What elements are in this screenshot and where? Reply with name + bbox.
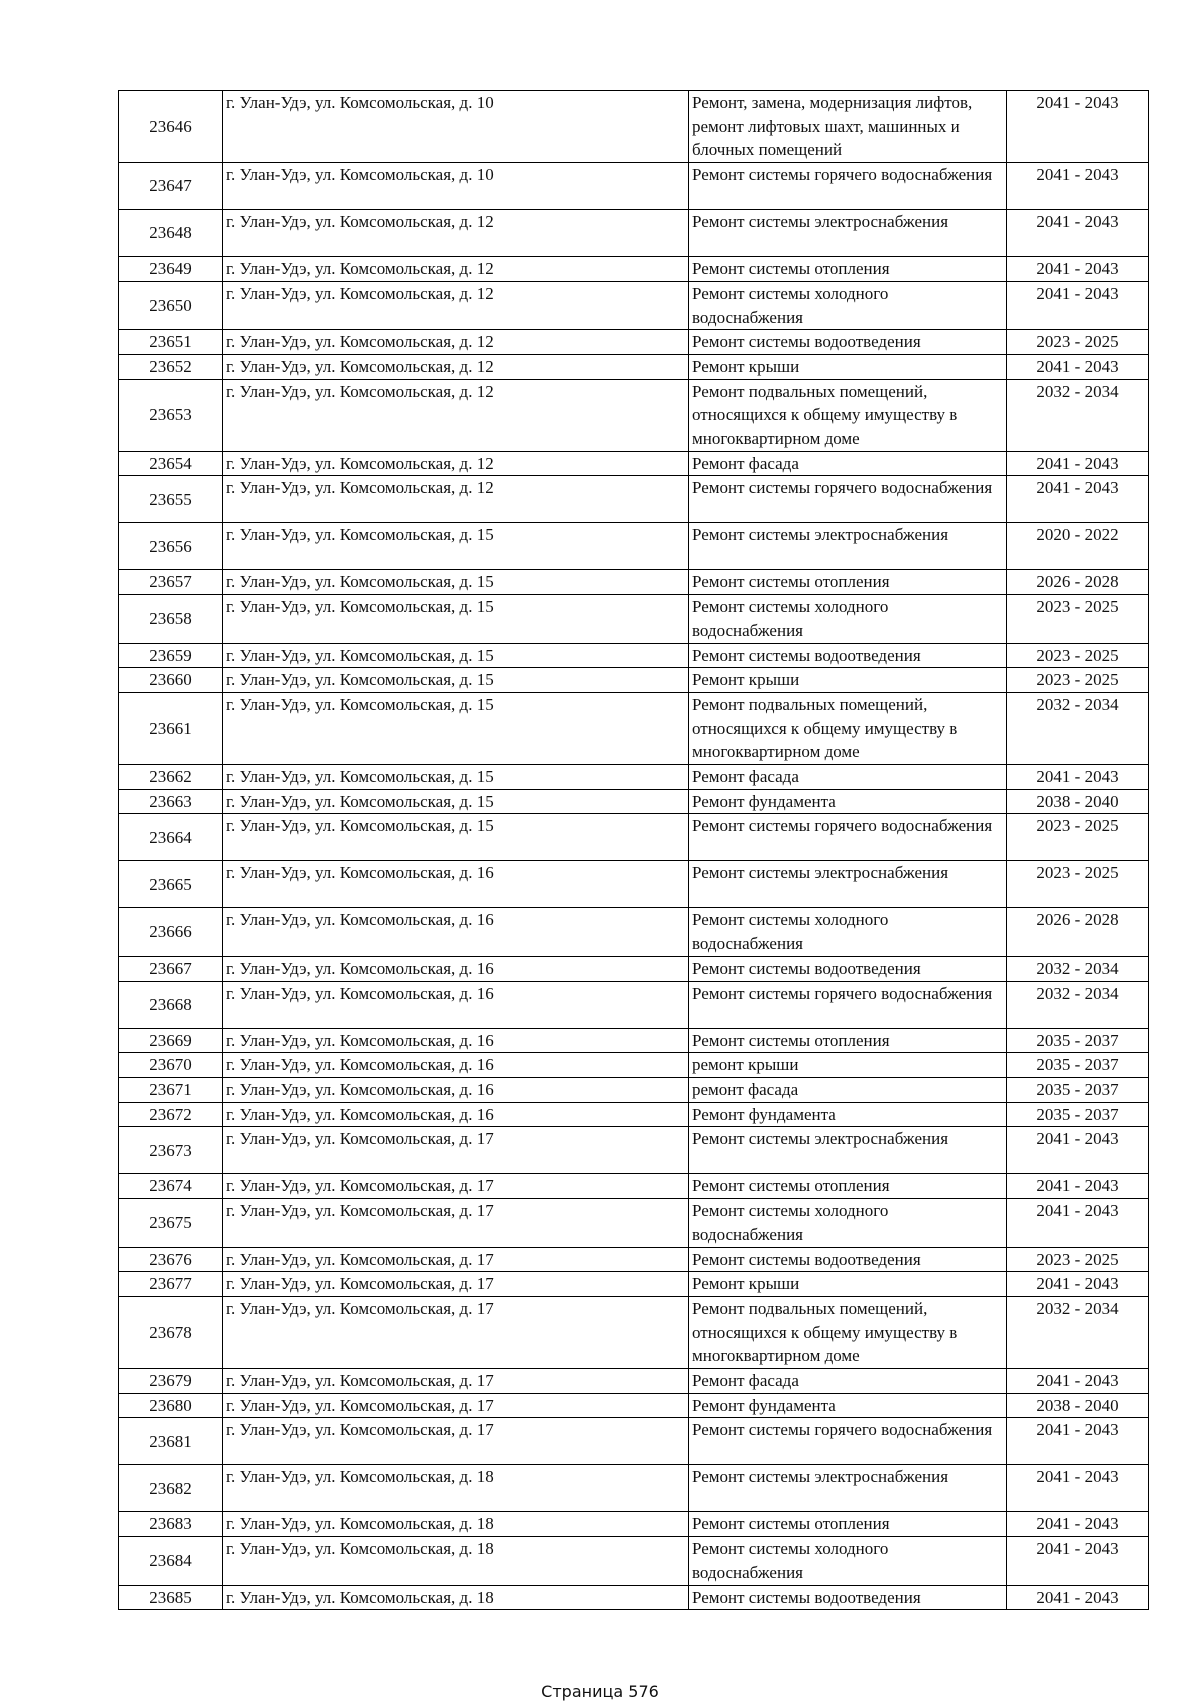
row-address: г. Улан-Удэ, ул. Комсомольская, д. 15 <box>223 523 689 570</box>
row-number: 23648 <box>119 210 223 257</box>
row-period: 2035 - 2037 <box>1007 1102 1149 1127</box>
row-number: 23655 <box>119 476 223 523</box>
row-period: 2041 - 2043 <box>1007 1272 1149 1297</box>
row-work-type: Ремонт системы горячего водоснабжения <box>689 476 1007 523</box>
row-address: г. Улан-Удэ, ул. Комсомольская, д. 15 <box>223 692 689 764</box>
row-work-type: Ремонт системы водоотведения <box>689 1585 1007 1610</box>
row-work-type: ремонт фасада <box>689 1077 1007 1102</box>
row-address: г. Улан-Удэ, ул. Комсомольская, д. 15 <box>223 643 689 668</box>
row-number: 23658 <box>119 595 223 643</box>
row-work-type: Ремонт системы горячего водоснабжения <box>689 163 1007 210</box>
row-period: 2026 - 2028 <box>1007 908 1149 956</box>
row-period: 2041 - 2043 <box>1007 281 1149 329</box>
table-row <box>119 91 1149 163</box>
table-row <box>119 692 1149 764</box>
table-body <box>119 91 1149 1610</box>
row-work-type: Ремонт системы холодного водоснабжения <box>689 1537 1007 1585</box>
table-row <box>119 1199 1149 1247</box>
table-row <box>119 981 1149 1028</box>
row-number: 23673 <box>119 1127 223 1174</box>
table-row <box>119 1272 1149 1297</box>
row-work-type: Ремонт системы отопления <box>689 1028 1007 1053</box>
row-work-type: Ремонт фасада <box>689 1369 1007 1394</box>
table-row <box>119 330 1149 355</box>
row-number: 23663 <box>119 789 223 814</box>
row-number: 23665 <box>119 861 223 908</box>
row-work-type: Ремонт крыши <box>689 1272 1007 1297</box>
row-period: 2041 - 2043 <box>1007 1174 1149 1199</box>
row-address: г. Улан-Удэ, ул. Комсомольская, д. 15 <box>223 668 689 693</box>
row-period: 2041 - 2043 <box>1007 354 1149 379</box>
row-work-type: Ремонт крыши <box>689 668 1007 693</box>
table-row <box>119 257 1149 282</box>
row-address: г. Улан-Удэ, ул. Комсомольская, д. 17 <box>223 1418 689 1465</box>
row-work-type: Ремонт системы электроснабжения <box>689 210 1007 257</box>
row-address: г. Улан-Удэ, ул. Комсомольская, д. 16 <box>223 861 689 908</box>
row-period: 2041 - 2043 <box>1007 163 1149 210</box>
table-row <box>119 1393 1149 1418</box>
row-address: г. Улан-Удэ, ул. Комсомольская, д. 15 <box>223 765 689 790</box>
table-row <box>119 1537 1149 1585</box>
row-number: 23650 <box>119 281 223 329</box>
row-number: 23647 <box>119 163 223 210</box>
row-work-type: Ремонт фасада <box>689 765 1007 790</box>
table-row <box>119 210 1149 257</box>
table-row <box>119 451 1149 476</box>
row-work-type: Ремонт системы отопления <box>689 1174 1007 1199</box>
table-row <box>119 643 1149 668</box>
row-number: 23679 <box>119 1369 223 1394</box>
row-work-type: Ремонт системы отопления <box>689 570 1007 595</box>
row-period: 2032 - 2034 <box>1007 379 1149 451</box>
row-address: г. Улан-Удэ, ул. Комсомольская, д. 16 <box>223 1053 689 1078</box>
row-address: г. Улан-Удэ, ул. Комсомольская, д. 17 <box>223 1296 689 1368</box>
row-work-type: Ремонт системы холодного водоснабжения <box>689 595 1007 643</box>
row-number: 23654 <box>119 451 223 476</box>
row-work-type: Ремонт фундамента <box>689 1393 1007 1418</box>
row-period: 2041 - 2043 <box>1007 1512 1149 1537</box>
row-work-type: Ремонт подвальных помещений, относящихся к общему имуществу в многоквартирном доме <box>689 692 1007 764</box>
row-work-type: Ремонт системы водоотведения <box>689 643 1007 668</box>
row-number: 23670 <box>119 1053 223 1078</box>
row-number: 23659 <box>119 643 223 668</box>
row-number: 23651 <box>119 330 223 355</box>
table-row <box>119 1296 1149 1368</box>
row-work-type: Ремонт системы горячего водоснабжения <box>689 1418 1007 1465</box>
row-work-type: Ремонт системы отопления <box>689 257 1007 282</box>
row-work-type: Ремонт фундамента <box>689 789 1007 814</box>
row-number: 23684 <box>119 1537 223 1585</box>
table-row <box>119 908 1149 956</box>
row-period: 2032 - 2034 <box>1007 692 1149 764</box>
row-address: г. Улан-Удэ, ул. Комсомольская, д. 10 <box>223 163 689 210</box>
table-row <box>119 1465 1149 1512</box>
row-address: г. Улан-Удэ, ул. Комсомольская, д. 16 <box>223 981 689 1028</box>
table-row <box>119 1369 1149 1394</box>
row-period: 2041 - 2043 <box>1007 1537 1149 1585</box>
row-work-type: Ремонт системы водоотведения <box>689 1247 1007 1272</box>
row-period: 2020 - 2022 <box>1007 523 1149 570</box>
row-number: 23681 <box>119 1418 223 1465</box>
row-period: 2041 - 2043 <box>1007 1418 1149 1465</box>
table-row <box>119 379 1149 451</box>
row-number: 23656 <box>119 523 223 570</box>
row-work-type: ремонт крыши <box>689 1053 1007 1078</box>
row-number: 23653 <box>119 379 223 451</box>
row-address: г. Улан-Удэ, ул. Комсомольская, д. 10 <box>223 91 689 163</box>
row-address: г. Улан-Удэ, ул. Комсомольская, д. 12 <box>223 257 689 282</box>
row-address: г. Улан-Удэ, ул. Комсомольская, д. 12 <box>223 354 689 379</box>
row-work-type: Ремонт системы холодного водоснабжения <box>689 1199 1007 1247</box>
row-number: 23661 <box>119 692 223 764</box>
row-period: 2041 - 2043 <box>1007 210 1149 257</box>
row-work-type: Ремонт системы горячего водоснабжения <box>689 981 1007 1028</box>
row-number: 23677 <box>119 1272 223 1297</box>
row-address: г. Улан-Удэ, ул. Комсомольская, д. 17 <box>223 1272 689 1297</box>
table-row <box>119 1174 1149 1199</box>
row-address: г. Улан-Удэ, ул. Комсомольская, д. 17 <box>223 1247 689 1272</box>
row-address: г. Улан-Удэ, ул. Комсомольская, д. 18 <box>223 1537 689 1585</box>
table-row <box>119 789 1149 814</box>
table-row <box>119 595 1149 643</box>
row-number: 23666 <box>119 908 223 956</box>
row-period: 2023 - 2025 <box>1007 861 1149 908</box>
row-work-type: Ремонт системы отопления <box>689 1512 1007 1537</box>
row-address: г. Улан-Удэ, ул. Комсомольская, д. 17 <box>223 1369 689 1394</box>
row-number: 23660 <box>119 668 223 693</box>
row-work-type: Ремонт подвальных помещений, относящихся к общему имуществу в многоквартирном доме <box>689 379 1007 451</box>
row-address: г. Улан-Удэ, ул. Комсомольская, д. 17 <box>223 1174 689 1199</box>
row-number: 23680 <box>119 1393 223 1418</box>
row-number: 23668 <box>119 981 223 1028</box>
row-work-type: Ремонт системы электроснабжения <box>689 523 1007 570</box>
row-work-type: Ремонт системы холодного водоснабжения <box>689 908 1007 956</box>
row-period: 2032 - 2034 <box>1007 981 1149 1028</box>
row-period: 2041 - 2043 <box>1007 1465 1149 1512</box>
table-row <box>119 765 1149 790</box>
row-address: г. Улан-Удэ, ул. Комсомольская, д. 16 <box>223 1102 689 1127</box>
row-number: 23671 <box>119 1077 223 1102</box>
row-work-type: Ремонт фасада <box>689 451 1007 476</box>
row-period: 2023 - 2025 <box>1007 643 1149 668</box>
row-period: 2041 - 2043 <box>1007 476 1149 523</box>
row-number: 23672 <box>119 1102 223 1127</box>
row-period: 2041 - 2043 <box>1007 1127 1149 1174</box>
table-row <box>119 1512 1149 1537</box>
row-period: 2038 - 2040 <box>1007 789 1149 814</box>
table-row <box>119 1247 1149 1272</box>
row-work-type: Ремонт крыши <box>689 354 1007 379</box>
row-period: 2041 - 2043 <box>1007 257 1149 282</box>
row-work-type: Ремонт подвальных помещений, относящихся к общему имуществу в многоквартирном доме <box>689 1296 1007 1368</box>
row-period: 2041 - 2043 <box>1007 1199 1149 1247</box>
page-number: Страница 576 <box>541 1682 659 1701</box>
row-address: г. Улан-Удэ, ул. Комсомольская, д. 15 <box>223 570 689 595</box>
row-address: г. Улан-Удэ, ул. Комсомольская, д. 12 <box>223 330 689 355</box>
row-number: 23652 <box>119 354 223 379</box>
row-period: 2023 - 2025 <box>1007 595 1149 643</box>
program-table <box>118 90 1149 1610</box>
row-period: 2026 - 2028 <box>1007 570 1149 595</box>
row-period: 2041 - 2043 <box>1007 765 1149 790</box>
row-address: г. Улан-Удэ, ул. Комсомольская, д. 12 <box>223 210 689 257</box>
row-work-type: Ремонт системы водоотведения <box>689 956 1007 981</box>
table-row <box>119 163 1149 210</box>
row-address: г. Улан-Удэ, ул. Комсомольская, д. 15 <box>223 789 689 814</box>
row-number: 23683 <box>119 1512 223 1537</box>
row-number: 23657 <box>119 570 223 595</box>
table-row <box>119 1053 1149 1078</box>
row-address: г. Улан-Удэ, ул. Комсомольская, д. 18 <box>223 1465 689 1512</box>
row-period: 2023 - 2025 <box>1007 814 1149 861</box>
table-row <box>119 1077 1149 1102</box>
row-address: г. Улан-Удэ, ул. Комсомольская, д. 15 <box>223 814 689 861</box>
row-address: г. Улан-Удэ, ул. Комсомольская, д. 12 <box>223 451 689 476</box>
row-period: 2038 - 2040 <box>1007 1393 1149 1418</box>
row-address: г. Улан-Удэ, ул. Комсомольская, д. 15 <box>223 595 689 643</box>
table-row <box>119 1585 1149 1610</box>
table-row <box>119 814 1149 861</box>
row-address: г. Улан-Удэ, ул. Комсомольская, д. 17 <box>223 1199 689 1247</box>
row-period: 2032 - 2034 <box>1007 956 1149 981</box>
row-number: 23678 <box>119 1296 223 1368</box>
row-period: 2041 - 2043 <box>1007 1585 1149 1610</box>
row-period: 2023 - 2025 <box>1007 1247 1149 1272</box>
row-address: г. Улан-Удэ, ул. Комсомольская, д. 17 <box>223 1393 689 1418</box>
table-row <box>119 523 1149 570</box>
row-number: 23646 <box>119 91 223 163</box>
table-row <box>119 570 1149 595</box>
row-work-type: Ремонт системы электроснабжения <box>689 861 1007 908</box>
row-address: г. Улан-Удэ, ул. Комсомольская, д. 12 <box>223 476 689 523</box>
row-number: 23669 <box>119 1028 223 1053</box>
row-work-type: Ремонт системы электроснабжения <box>689 1127 1007 1174</box>
row-address: г. Улан-Удэ, ул. Комсомольская, д. 18 <box>223 1512 689 1537</box>
row-period: 2035 - 2037 <box>1007 1077 1149 1102</box>
row-period: 2023 - 2025 <box>1007 668 1149 693</box>
row-period: 2032 - 2034 <box>1007 1296 1149 1368</box>
table-row <box>119 861 1149 908</box>
row-number: 23674 <box>119 1174 223 1199</box>
row-work-type: Ремонт системы электроснабжения <box>689 1465 1007 1512</box>
row-address: г. Улан-Удэ, ул. Комсомольская, д. 16 <box>223 1028 689 1053</box>
table-row <box>119 956 1149 981</box>
row-address: г. Улан-Удэ, ул. Комсомольская, д. 16 <box>223 908 689 956</box>
row-address: г. Улан-Удэ, ул. Комсомольская, д. 18 <box>223 1585 689 1610</box>
row-period: 2041 - 2043 <box>1007 91 1149 163</box>
row-work-type: Ремонт системы горячего водоснабжения <box>689 814 1007 861</box>
table-row <box>119 354 1149 379</box>
row-number: 23667 <box>119 956 223 981</box>
row-work-type: Ремонт, замена, модернизация лифтов, ремонт лифтовых шахт, машинных и блочных помещений <box>689 91 1007 163</box>
row-number: 23675 <box>119 1199 223 1247</box>
row-number: 23682 <box>119 1465 223 1512</box>
row-period: 2041 - 2043 <box>1007 451 1149 476</box>
row-work-type: Ремонт системы холодного водоснабжения <box>689 281 1007 329</box>
row-number: 23676 <box>119 1247 223 1272</box>
row-period: 2035 - 2037 <box>1007 1053 1149 1078</box>
row-address: г. Улан-Удэ, ул. Комсомольская, д. 12 <box>223 281 689 329</box>
table-row <box>119 668 1149 693</box>
row-work-type: Ремонт системы водоотведения <box>689 330 1007 355</box>
row-period: 2041 - 2043 <box>1007 1369 1149 1394</box>
row-number: 23662 <box>119 765 223 790</box>
row-number: 23664 <box>119 814 223 861</box>
row-address: г. Улан-Удэ, ул. Комсомольская, д. 12 <box>223 379 689 451</box>
table-row <box>119 281 1149 329</box>
table-row <box>119 1028 1149 1053</box>
row-address: г. Улан-Удэ, ул. Комсомольская, д. 16 <box>223 1077 689 1102</box>
row-number: 23685 <box>119 1585 223 1610</box>
table-row <box>119 1127 1149 1174</box>
row-work-type: Ремонт фундамента <box>689 1102 1007 1127</box>
row-address: г. Улан-Удэ, ул. Комсомольская, д. 16 <box>223 956 689 981</box>
row-address: г. Улан-Удэ, ул. Комсомольская, д. 17 <box>223 1127 689 1174</box>
table-row <box>119 476 1149 523</box>
table-row <box>119 1102 1149 1127</box>
row-period: 2035 - 2037 <box>1007 1028 1149 1053</box>
row-number: 23649 <box>119 257 223 282</box>
row-period: 2023 - 2025 <box>1007 330 1149 355</box>
table-row <box>119 1418 1149 1465</box>
